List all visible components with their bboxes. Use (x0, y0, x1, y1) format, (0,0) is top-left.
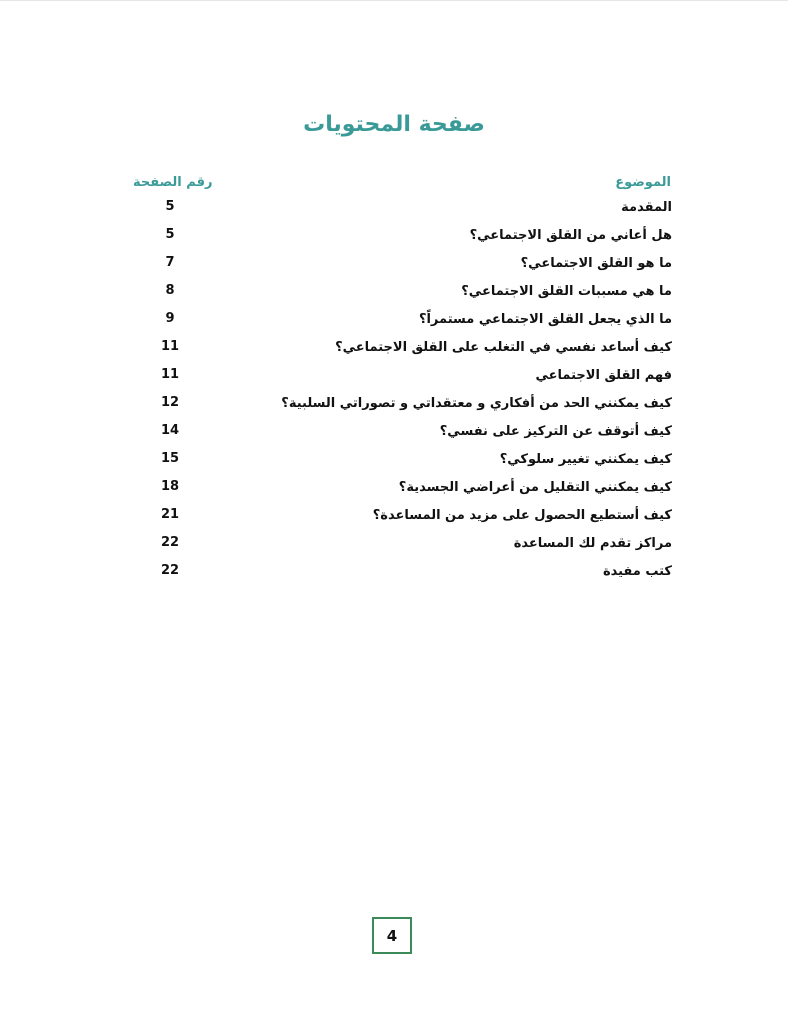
toc-row[interactable] (120, 452, 672, 480)
toc-row[interactable] (120, 536, 672, 564)
top-border-line (0, 0, 788, 1)
toc-page-number: 22 (160, 563, 180, 578)
toc-page-number: 11 (160, 367, 180, 382)
page-number-box (372, 917, 412, 954)
toc-topic: كيف يمكنني الحد من أفكاري و معتقداتي و تصوراتي السلبية؟ (281, 396, 672, 411)
toc-topic: كيف أساعد نفسي في التغلب على القلق الاجتماعي؟ (335, 340, 672, 355)
toc-row[interactable] (120, 480, 672, 508)
toc-page-number: 21 (160, 507, 180, 522)
toc-row[interactable] (120, 312, 672, 340)
toc-page-number: 12 (160, 395, 180, 410)
toc-row[interactable] (120, 340, 672, 368)
toc-topic: المقدمة (621, 200, 672, 215)
toc-page-number: 14 (160, 423, 180, 438)
toc-topic: ما هو القلق الاجتماعي؟ (520, 256, 672, 271)
toc-row[interactable] (120, 228, 672, 256)
toc-row[interactable] (120, 564, 672, 592)
toc-page-number: 18 (160, 479, 180, 494)
toc-page-number: 8 (165, 283, 175, 298)
toc-page-number: 7 (165, 255, 175, 270)
toc-page-number: 22 (160, 535, 180, 550)
toc-topic: فهم القلق الاجتماعي (535, 368, 672, 383)
page-title: صفحة المحتويات (303, 112, 485, 137)
toc-page-number: 11 (160, 339, 180, 354)
toc-topic: ما الذي يجعل القلق الاجتماعي مستمراً؟ (418, 312, 672, 327)
page-column-header: رقم الصفحة (133, 175, 213, 190)
toc-topic: كتب مفيدة (602, 564, 672, 579)
toc-topic: ما هي مسببات القلق الاجتماعي؟ (461, 284, 672, 299)
toc-topic: كيف أستطيع الحصول على مزيد من المساعدة؟ (372, 508, 672, 523)
toc-topic: كيف أتوقف عن التركيز على نفسي؟ (439, 424, 672, 439)
toc-row[interactable] (120, 284, 672, 312)
toc-page-number: 5 (165, 199, 175, 214)
page-number: 4 (386, 926, 398, 945)
toc-row[interactable] (120, 424, 672, 452)
toc-topic: كيف يمكنني التقليل من أعراضي الجسدية؟ (398, 480, 672, 495)
toc-page-number: 5 (165, 227, 175, 242)
toc-row[interactable] (120, 396, 672, 424)
toc-page-number: 15 (160, 451, 180, 466)
toc-row[interactable] (120, 200, 672, 228)
toc-row[interactable] (120, 368, 672, 396)
table-of-contents (120, 200, 672, 592)
toc-page-number: 9 (165, 311, 175, 326)
topic-column-header: الموضوع (615, 175, 671, 190)
toc-row[interactable] (120, 508, 672, 536)
toc-topic: هل أعاني من القلق الاجتماعي؟ (469, 228, 672, 243)
toc-topic: كيف يمكنني تغيير سلوكي؟ (499, 452, 672, 467)
toc-topic: مراكز تقدم لك المساعدة (513, 536, 672, 551)
toc-row[interactable] (120, 256, 672, 284)
